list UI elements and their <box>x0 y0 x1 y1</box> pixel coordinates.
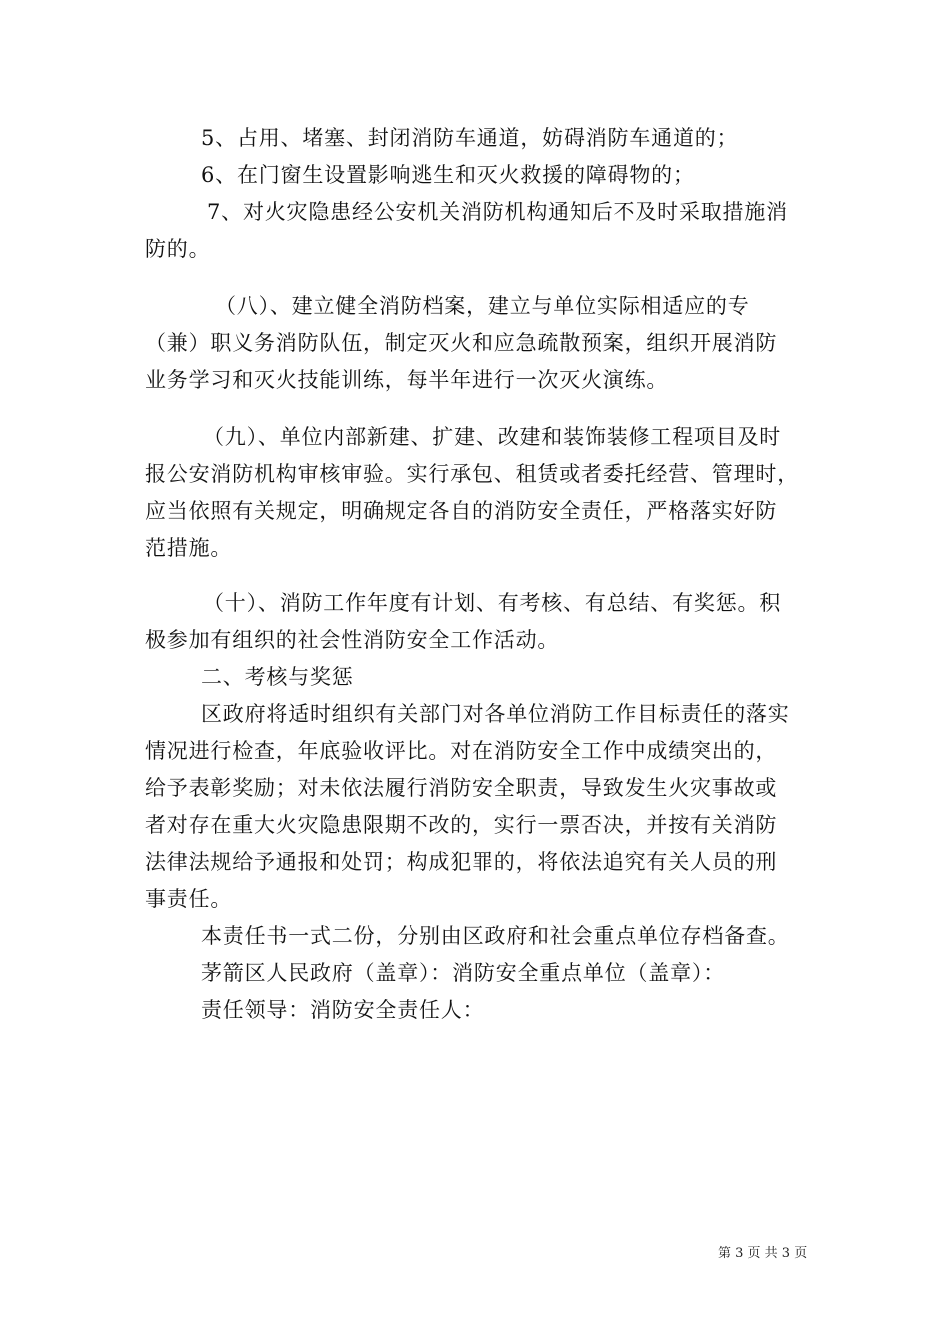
section-10-line-2: 极参加有组织的社会性消防安全工作活动。 <box>145 628 560 652</box>
document-body <box>145 120 805 1029</box>
responsible-person-line: 责任领导：消防安全责任人： <box>201 998 485 1022</box>
copies-note-line: 本责任书一式二份，分别由区政府和社会重点单位存档备查。 <box>201 924 790 948</box>
item-5-line: 5、占用、堵塞、封闭消防车通道，妨碍消防车通道的； <box>201 126 739 150</box>
section-9-line-3: 应当依照有关规定，明确规定各自的消防安全责任，严格落实好防 <box>145 499 778 523</box>
section-9-line-4: 范措施。 <box>145 536 233 560</box>
item-7-line-1: 7、对火灾隐患经公安机关消防机构通知后不及时采取措施消 <box>207 200 788 224</box>
assessment-line-3: 给予表彰奖励；对未依法履行消防安全职责，导致发生火灾事故或 <box>145 776 778 800</box>
signature-seal-line: 茅箭区人民政府（盖章）：消防安全重点单位（盖章）： <box>201 961 725 985</box>
section-9-line-1: （九）、单位内部新建、扩建、改建和装饰装修工程项目及时 <box>203 425 782 449</box>
section-heading-assessment: 二、考核与奖惩 <box>201 665 354 689</box>
assessment-line-2: 情况进行检查，年底验收评比。对在消防安全工作中成绩突出的， <box>145 739 778 763</box>
section-8-line-1: （八）、建立健全消防档案，建立与单位实际相适应的专 <box>215 294 750 318</box>
section-8-line-2: （兼）职义务消防队伍，制定灭火和应急疏散预案，组织开展消防 <box>145 331 778 355</box>
item-6-line: 6、在门窗生设置影响逃生和灭火救援的障碍物的； <box>201 163 695 187</box>
assessment-line-6: 事责任。 <box>145 887 233 911</box>
page-number: 第 3 页 共 3 页 <box>718 1246 808 1261</box>
section-10-line-1: （十）、消防工作年度有计划、有考核、有总结、有奖惩。积 <box>203 591 782 615</box>
section-8-line-3: 业务学习和灭火技能训练，每半年进行一次灭火演练。 <box>145 368 669 392</box>
assessment-line-4: 者对存在重大火灾隐患限期不改的，实行一票否决，并按有关消防 <box>145 813 778 837</box>
assessment-line-5: 法律法规给予通报和处罚；构成犯罪的，将依法追究有关人员的刑 <box>145 850 778 874</box>
item-7-line-2: 防的。 <box>145 237 211 261</box>
section-9-line-2: 报公安消防机构审核审验。实行承包、租赁或者委托经营、管理时， <box>145 462 799 486</box>
assessment-line-1: 区政府将适时组织有关部门对各单位消防工作目标责任的落实 <box>201 702 790 726</box>
